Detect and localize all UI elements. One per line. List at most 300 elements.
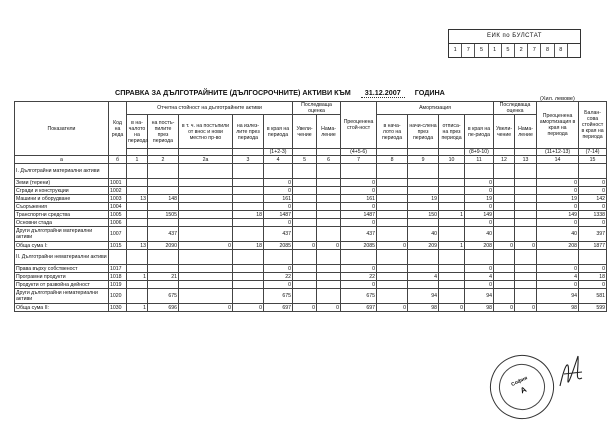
cell-value [148,281,179,289]
cell-value [408,265,439,273]
cell-value [148,219,179,227]
row-code: 1002 [109,187,127,195]
cell-value: 161 [264,195,293,203]
stamp-center: A [518,384,529,396]
cell-value: 0 [293,242,317,250]
cell-value: 0 [465,187,494,195]
cell-value: 0 [465,265,494,273]
cell-value: 18 [233,211,264,219]
cell-value: 0 [515,242,537,250]
row-code: 1017 [109,265,127,273]
row-label: Други дълготрайни нематериални активи [15,289,109,304]
cell-value [515,203,537,211]
cell-value [293,187,317,195]
cell-value [439,187,465,195]
cell-value: 18 [233,242,264,250]
column-number: 12 [494,156,515,164]
cell-value: 0 [579,265,607,273]
cell-value: 0 [264,265,293,273]
cell-value [293,281,317,289]
table-row [15,281,607,289]
cell-value: 0 [341,187,377,195]
cell-value [233,187,264,195]
cell-value [127,211,148,219]
column-number: 3 [233,156,264,164]
assets-table [14,101,607,312]
header-balance-value: Балан-сова стойност в края на периода [579,102,607,149]
cell-value: 4 [537,273,579,281]
cell-value [515,289,537,304]
cell-value [293,195,317,203]
cell-value [515,195,537,203]
company-stamp [479,344,564,429]
cell-value [317,227,341,242]
eik-box [448,29,581,58]
cell-value: 1338 [579,211,607,219]
cell-value: 19 [537,195,579,203]
header-subsequent-valuation: Последваща оценка [293,102,341,115]
table-row [15,203,607,211]
cell-value [494,281,515,289]
cell-value: 98 [465,304,494,312]
eik-label: ЕИК по БУЛСТАТ [449,30,580,44]
cell-value: 94 [465,289,494,304]
header-indicators: Показатели [15,102,109,156]
table-row [15,219,607,227]
cell-value: 675 [264,289,293,304]
cell-value [515,211,537,219]
cell-value: 1 [439,211,465,219]
cell-value: 0 [579,203,607,211]
cell-value [127,219,148,227]
row-label: Други дълготрайни материални активи [15,227,109,242]
row-code: 1004 [109,203,127,211]
cell-value: 98 [537,304,579,312]
cell-value [439,265,465,273]
cell-value [127,203,148,211]
cell-value: 0 [233,304,264,312]
cell-value [148,179,179,187]
cell-value: 1505 [148,211,179,219]
units-note: (Хил. левове) [540,96,575,102]
row-code: 1006 [109,219,127,227]
eik-digit: 1 [449,44,462,57]
cell-value: 94 [537,289,579,304]
cell-value: 19 [408,195,439,203]
cell-value: 0 [465,179,494,187]
cell-value: 40 [465,227,494,242]
table-row [15,227,607,242]
cell-value [179,227,233,242]
cell-value: 0 [579,219,607,227]
cell-value: 0 [465,203,494,211]
header-col-received: на постъ-пилите през периода [148,115,179,149]
cell-value: 0 [515,304,537,312]
cell-value: 0 [579,281,607,289]
cell-value [408,281,439,289]
table-row [15,289,607,304]
cell-value [408,203,439,211]
cell-value [494,203,515,211]
cell-value [179,179,233,187]
row-label: Обща сума I: [15,242,109,250]
row-label: Сгради и конструкции [15,187,109,195]
cell-value [127,179,148,187]
cell-value [233,265,264,273]
cell-value [439,289,465,304]
cell-value [377,227,408,242]
cell-value: 599 [579,304,607,312]
column-numbers-row [15,156,607,164]
row-code: 1007 [109,227,127,242]
eik-digit: 5 [475,44,488,57]
cell-value [439,273,465,281]
cell-value [148,187,179,195]
cell-value [179,273,233,281]
cell-value: 13 [127,242,148,250]
cell-value [127,281,148,289]
cell-value: 40 [408,227,439,242]
cell-value: 0 [537,219,579,227]
cell-value: 149 [465,211,494,219]
cell-value: 148 [148,195,179,203]
row-label: Транспортни средства [15,211,109,219]
cell-value [179,187,233,195]
eik-digit [568,44,580,57]
cell-value: 675 [148,289,179,304]
cell-value [377,187,408,195]
cell-value [439,179,465,187]
cell-value: 0 [579,179,607,187]
header-dep-accrued: начи-слена през периода [408,115,439,149]
cell-value [317,273,341,281]
header-col-increase: Увели-чение [293,115,317,149]
cell-value [439,195,465,203]
cell-value: 0 [341,203,377,211]
cell-value [317,265,341,273]
cell-value: 0 [465,219,494,227]
row-code: 1030 [109,304,127,312]
cell-value [377,289,408,304]
row-code: 1019 [109,281,127,289]
cell-value [179,203,233,211]
cell-value: 0 [264,219,293,227]
header-revalued-value: Преоценена стой-ност [341,102,377,149]
cell-value [317,203,341,211]
cell-value [494,195,515,203]
eik-digit: 2 [515,44,528,57]
column-number: 6 [317,156,341,164]
cell-value: 0 [264,203,293,211]
cell-value [293,179,317,187]
column-number: 4 [264,156,293,164]
cell-value [377,281,408,289]
total-row [15,304,607,312]
eik-digit: 8 [541,44,554,57]
column-number: б [109,156,127,164]
header-reval2-formula: (11+12-13) [537,149,579,156]
column-number: 8 [377,156,408,164]
table-row [15,273,607,281]
cell-value: 161 [341,195,377,203]
cell-value: 696 [148,304,179,312]
row-label: Права върху собственост [15,265,109,273]
cell-value: 0 [341,179,377,187]
cell-value [293,219,317,227]
cell-value [293,203,317,211]
cell-value [233,281,264,289]
cell-value: 0 [341,265,377,273]
cell-value: 0 [494,304,515,312]
cell-value [317,211,341,219]
cell-value: 0 [377,242,408,250]
header-dep-start: в нача-лото на периода [377,115,408,149]
cell-value: 2085 [341,242,377,250]
column-number: 7 [341,156,377,164]
cell-value: 1 [439,242,465,250]
cell-value [317,187,341,195]
cell-value: 22 [264,273,293,281]
cell-value [408,219,439,227]
cell-value [317,219,341,227]
cell-value: 142 [579,195,607,203]
title-text: СПРАВКА ЗА ДЪЛГОТРАЙНИТЕ (ДЪЛГОСРОЧНИТЕ) АКТИВИ КЪМ [115,88,351,97]
cell-value [179,281,233,289]
cell-value [233,273,264,281]
column-number: 1 [127,156,148,164]
header-col-decrease: Нама-ление [317,115,341,149]
cell-value [515,187,537,195]
cell-value [148,265,179,273]
cell-value: 697 [264,304,293,312]
cell-value [317,281,341,289]
eik-digit: 5 [502,44,515,57]
cell-value [515,273,537,281]
cell-value: 0 [317,242,341,250]
cell-value: 1487 [341,211,377,219]
cell-value: 0 [537,179,579,187]
cell-value [494,265,515,273]
cell-value [515,227,537,242]
stamp-city: София [510,375,529,388]
cell-value: 2090 [148,242,179,250]
row-label: Продукти от развойна дейност [15,281,109,289]
cell-value [408,179,439,187]
cell-value [494,211,515,219]
header-depreciation: Амортизация [377,102,494,115]
header-col-end: в края на периода [264,115,293,149]
cell-value [293,289,317,304]
cell-value [127,265,148,273]
cell-value: 40 [537,227,579,242]
header-dec2: Нама-ление [515,115,537,149]
eik-digit: 7 [528,44,541,57]
cell-value [233,195,264,203]
cell-value: 22 [341,273,377,281]
cell-value: 675 [341,289,377,304]
eik-digit: 8 [555,44,568,57]
cell-value: 0 [537,203,579,211]
header-code: Код на реда [109,102,127,156]
title-suffix: ГОДИНА [414,88,445,97]
row-label: Съоръжения [15,203,109,211]
cell-value: 0 [537,281,579,289]
cell-value: 0 [317,304,341,312]
cell-value: 0 [293,304,317,312]
eik-digit: 1 [489,44,502,57]
header-reval-formula: (4+5-6) [341,149,377,156]
table-row [15,195,607,203]
table-row [15,265,607,273]
cell-value: 0 [341,219,377,227]
row-label: Земи (терени) [15,179,109,187]
row-label: Обща сума II: [15,304,109,312]
cell-value [233,289,264,304]
cell-value: 1 [127,273,148,281]
row-code: 1003 [109,195,127,203]
cell-value [494,219,515,227]
column-number: 11 [465,156,494,164]
cell-value: 0 [341,281,377,289]
cell-value [439,219,465,227]
column-number: а [15,156,109,164]
cell-value [377,219,408,227]
column-number: 5 [293,156,317,164]
cell-value: 581 [579,289,607,304]
cell-value: 13 [127,195,148,203]
cell-value: 209 [408,242,439,250]
cell-value: 0 [439,304,465,312]
cell-value [377,265,408,273]
cell-value [439,281,465,289]
cell-value [377,211,408,219]
cell-value: 149 [537,211,579,219]
cell-value [439,227,465,242]
cell-value: 208 [537,242,579,250]
row-code: 1005 [109,211,127,219]
cell-value: 208 [465,242,494,250]
header-dep-formula: (8+9-10) [465,149,494,156]
cell-value [494,179,515,187]
column-number: 14 [537,156,579,164]
row-code: 1020 [109,289,127,304]
eik-digit: 7 [462,44,475,57]
table-row [15,179,607,187]
document-title [115,88,445,98]
cell-value: 98 [408,304,439,312]
header-dep-written-off: отписа-на през периода [439,115,465,149]
cell-value [233,179,264,187]
header-end-formula: (1+2-3) [264,149,293,156]
header-col-incl: в т. ч. на постъпили от внос и нови местно пр-во [179,115,233,149]
cell-value [293,227,317,242]
cell-value [377,195,408,203]
cell-value [515,179,537,187]
cell-value [515,265,537,273]
cell-value [494,289,515,304]
header-inc2: Увели-чение [494,115,515,149]
cell-value: 19 [465,195,494,203]
header-reporting-value: Отчетна стойност на дълготрайните активи [127,102,293,115]
header-revalued-depreciation: Преоценена амортизация в края на периода [537,102,579,149]
cell-value: 150 [408,211,439,219]
cell-value [148,203,179,211]
column-number: 10 [439,156,465,164]
row-code: 1001 [109,179,127,187]
cell-value: 0 [537,265,579,273]
cell-value [179,219,233,227]
cell-value [127,289,148,304]
cell-value [377,203,408,211]
cell-value [317,289,341,304]
total-row [15,242,607,250]
cell-value: 4 [465,273,494,281]
cell-value: 21 [148,273,179,281]
cell-value [317,179,341,187]
cell-value: 0 [465,281,494,289]
cell-value [439,203,465,211]
cell-value: 2085 [264,242,293,250]
cell-value [408,187,439,195]
cell-value [127,227,148,242]
cell-value: 94 [408,289,439,304]
cell-value [494,227,515,242]
cell-value: 0 [264,281,293,289]
cell-value [233,219,264,227]
cell-value [494,273,515,281]
cell-value: 0 [179,242,233,250]
row-label: Машини и оборудване [15,195,109,203]
cell-value [233,203,264,211]
eik-digits [449,44,580,57]
header-bal-formula: (7-14) [579,149,607,156]
column-number: 15 [579,156,607,164]
row-label: Програмни продукти [15,273,109,281]
table-row [15,211,607,219]
row-code: 1018 [109,273,127,281]
header-col-start: в на-чалото на периода [127,115,148,149]
cell-value: 0 [179,304,233,312]
cell-value [179,265,233,273]
header-subsequent-valuation-2: Последваща оценка [494,102,537,115]
cell-value: 437 [341,227,377,242]
cell-value [494,187,515,195]
cell-value: 1 [127,304,148,312]
column-number: 2а [179,156,233,164]
row-label: Основни стада [15,219,109,227]
cell-value [179,195,233,203]
cell-value [127,187,148,195]
cell-value: 0 [264,187,293,195]
cell-value: 18 [579,273,607,281]
cell-value: 0 [264,179,293,187]
column-number: 2 [148,156,179,164]
column-number: 13 [515,156,537,164]
cell-value [179,289,233,304]
cell-value: 0 [494,242,515,250]
cell-value: 437 [264,227,293,242]
signature [556,350,586,395]
header-col-disposed: на излез-лите през периода [233,115,264,149]
cell-value [179,211,233,219]
title-date: 31.12.2007 [361,88,405,98]
cell-value [377,179,408,187]
cell-value [293,273,317,281]
section-title: II. Дълготрайни нематериални активи [15,250,109,265]
section-title: I. Дълготрайни материални активи [15,164,109,179]
cell-value: 1487 [264,211,293,219]
row-code: 1015 [109,242,127,250]
